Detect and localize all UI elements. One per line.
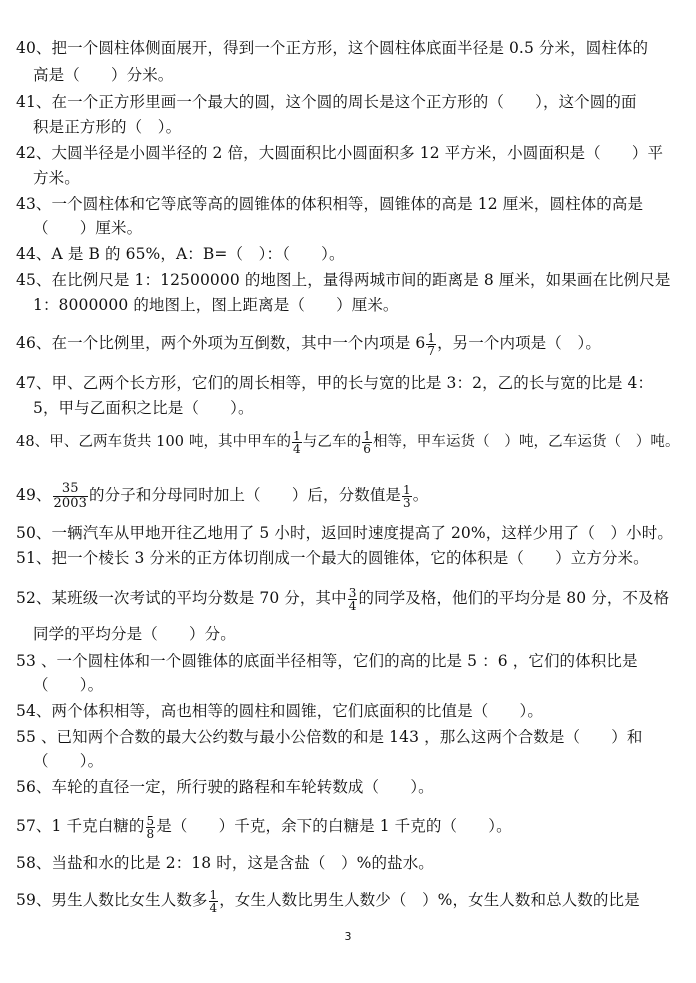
question-47-line-1: 47、甲、乙两个长方形，它们的周长相等，甲的长与宽的比是 3：2，乙的长与宽的比是 4： [16, 374, 654, 392]
question-52-line-1 [16, 584, 682, 612]
question-59 [16, 886, 682, 914]
question-47-line-2: 5，甲与乙面积之比是（ ）。 [33, 399, 254, 417]
fraction-numerator: 1 [363, 428, 371, 443]
question-49-text-b: 的分子和分母同时加上（ ）后，分数值是 [89, 486, 402, 504]
question-59-text-a: 59、男生人数比女生人数多 [16, 891, 208, 909]
fraction-denominator: 4 [293, 441, 301, 456]
question-46 [16, 329, 682, 357]
fraction-numerator: 35 [53, 482, 88, 497]
question-46-text-b: ，另一个内项是（ ）。 [437, 334, 601, 352]
question-57-text-b: 是（ ）千克，余下的白糖是 1 千克的（ ）。 [156, 817, 512, 835]
question-45-line-2: 1：8000000 的地图上，图上距离是（ ）厘米。 [33, 296, 399, 314]
question-51: 51、把一个棱长 3 分米的正方体切削成一个最大的圆锥体，它的体积是（ ）立方分米。 [16, 549, 649, 567]
question-57-text-a: 57、1 千克白糖的 [16, 817, 145, 835]
question-48-fraction-1 [292, 430, 302, 455]
question-40-line-1: 40、把一个圆柱体侧面展开，得到一个正方形，这个圆柱体底面半径是 0.5 分米，圆柱体的 [16, 39, 649, 57]
fraction-numerator: 1 [293, 428, 301, 443]
question-49-fraction-2 [402, 484, 412, 509]
question-53-line-2: （ ）。 [33, 676, 104, 694]
question-58: 58、当盐和水的比是 2：18 时，这是含盐（ ）%的盐水。 [16, 854, 434, 872]
fraction-numerator: 3 [348, 585, 357, 600]
question-49-fraction-1 [53, 482, 88, 511]
fraction-denominator: 8 [146, 826, 155, 841]
question-49-text-c: 。 [412, 486, 429, 504]
fraction-numerator: 1 [209, 887, 218, 902]
question-52-fraction [348, 587, 358, 612]
question-43-line-2: （ ）厘米。 [33, 219, 143, 237]
question-57 [16, 812, 682, 840]
fraction-numerator: 1 [427, 330, 436, 345]
question-44: 44、A 是 B 的 65%，A：B=（ ）：（ ）。 [16, 245, 345, 263]
question-42-line-1: 42、大圆半径是小圆半径的 2 倍，大圆面积比小圆面积多 12 平方米，小圆面积是（ ）平 [16, 144, 664, 162]
question-46-text-a: 46、在一个比例里，两个外项为互倒数，其中一个内项是 6 [16, 334, 426, 352]
fraction-numerator: 5 [146, 813, 155, 828]
question-49-text-a: 49、 [16, 486, 52, 504]
question-59-text-b: ，女生人数比男生人数少（ ）%，女生人数和总人数的比是 [219, 891, 640, 909]
question-55-line-1: 55 、已知两个合数的最大公约数与最小公倍数的和是 143 ，那么这两个合数是（ ）和 [16, 728, 643, 746]
question-42-line-2: 方米。 [33, 169, 80, 187]
question-40-line-2: 高是（ ）分米。 [33, 66, 174, 84]
page-number: 3 [344, 930, 352, 943]
question-43-line-1: 43、一个圆柱体和它等底等高的圆锥体的体积相等，圆锥体的高是 12 厘米，圆柱体的高是 [16, 195, 644, 213]
question-53-line-1: 53 、一个圆柱体和一个圆锥体的底面半径相等，它们的高的比是 5 ：6 ，它们的体积比是 [16, 652, 638, 670]
question-50: 50、一辆汽车从甲地开往乙地用了 5 小时，返回时速度提高了 20%，这样少用了（ ）小时。 [16, 524, 673, 542]
fraction-denominator: 2003 [53, 495, 88, 511]
question-52-text-b: 的同学及格，他们的平均分是 80 分，不及格 [358, 589, 670, 607]
question-59-fraction [209, 889, 219, 914]
fraction-denominator: 7 [427, 343, 436, 358]
question-48-fraction-2 [362, 430, 372, 455]
fraction-denominator: 6 [363, 441, 371, 456]
question-48-text-b: 与乙车的 [302, 434, 362, 450]
question-52-line-2: 同学的平均分是（ ）分。 [33, 625, 236, 643]
fraction-denominator: 3 [403, 495, 411, 510]
fraction-numerator: 1 [403, 482, 411, 497]
question-45-line-1: 45、在比例尺是 1：12500000 的地图上，量得两城市间的距离是 8 厘米，如果画在比例尺是 [16, 271, 671, 289]
question-41-line-2: 积是正方形的（ ）。 [33, 118, 182, 136]
question-48-text-c: 相等，甲车运货（ ）吨，乙车运货（ ）吨。 [372, 434, 680, 450]
question-54: 54、两个体积相等，高也相等的圆柱和圆锥，它们底面积的比值是（ ）。 [16, 702, 543, 720]
question-41-line-1: 41、在一个正方形里画一个最大的圆，这个圆的周长是这个正方形的（ ），这个圆的面 [16, 93, 637, 111]
question-55-line-2: （ ）。 [33, 752, 104, 770]
question-48 [16, 428, 682, 456]
fraction-denominator: 4 [209, 900, 218, 915]
question-57-fraction [146, 815, 156, 840]
question-46-fraction [426, 332, 436, 357]
question-52-text-a: 52、某班级一次考试的平均分数是 70 分，其中 [16, 589, 347, 607]
question-49 [16, 480, 682, 511]
fraction-denominator: 4 [348, 598, 357, 613]
question-56: 56、车轮的直径一定，所行驶的路程和车轮转数成（ ）。 [16, 778, 434, 796]
question-48-text-a: 48、甲、乙两车货共 100 吨，其中甲车的 [16, 434, 292, 450]
